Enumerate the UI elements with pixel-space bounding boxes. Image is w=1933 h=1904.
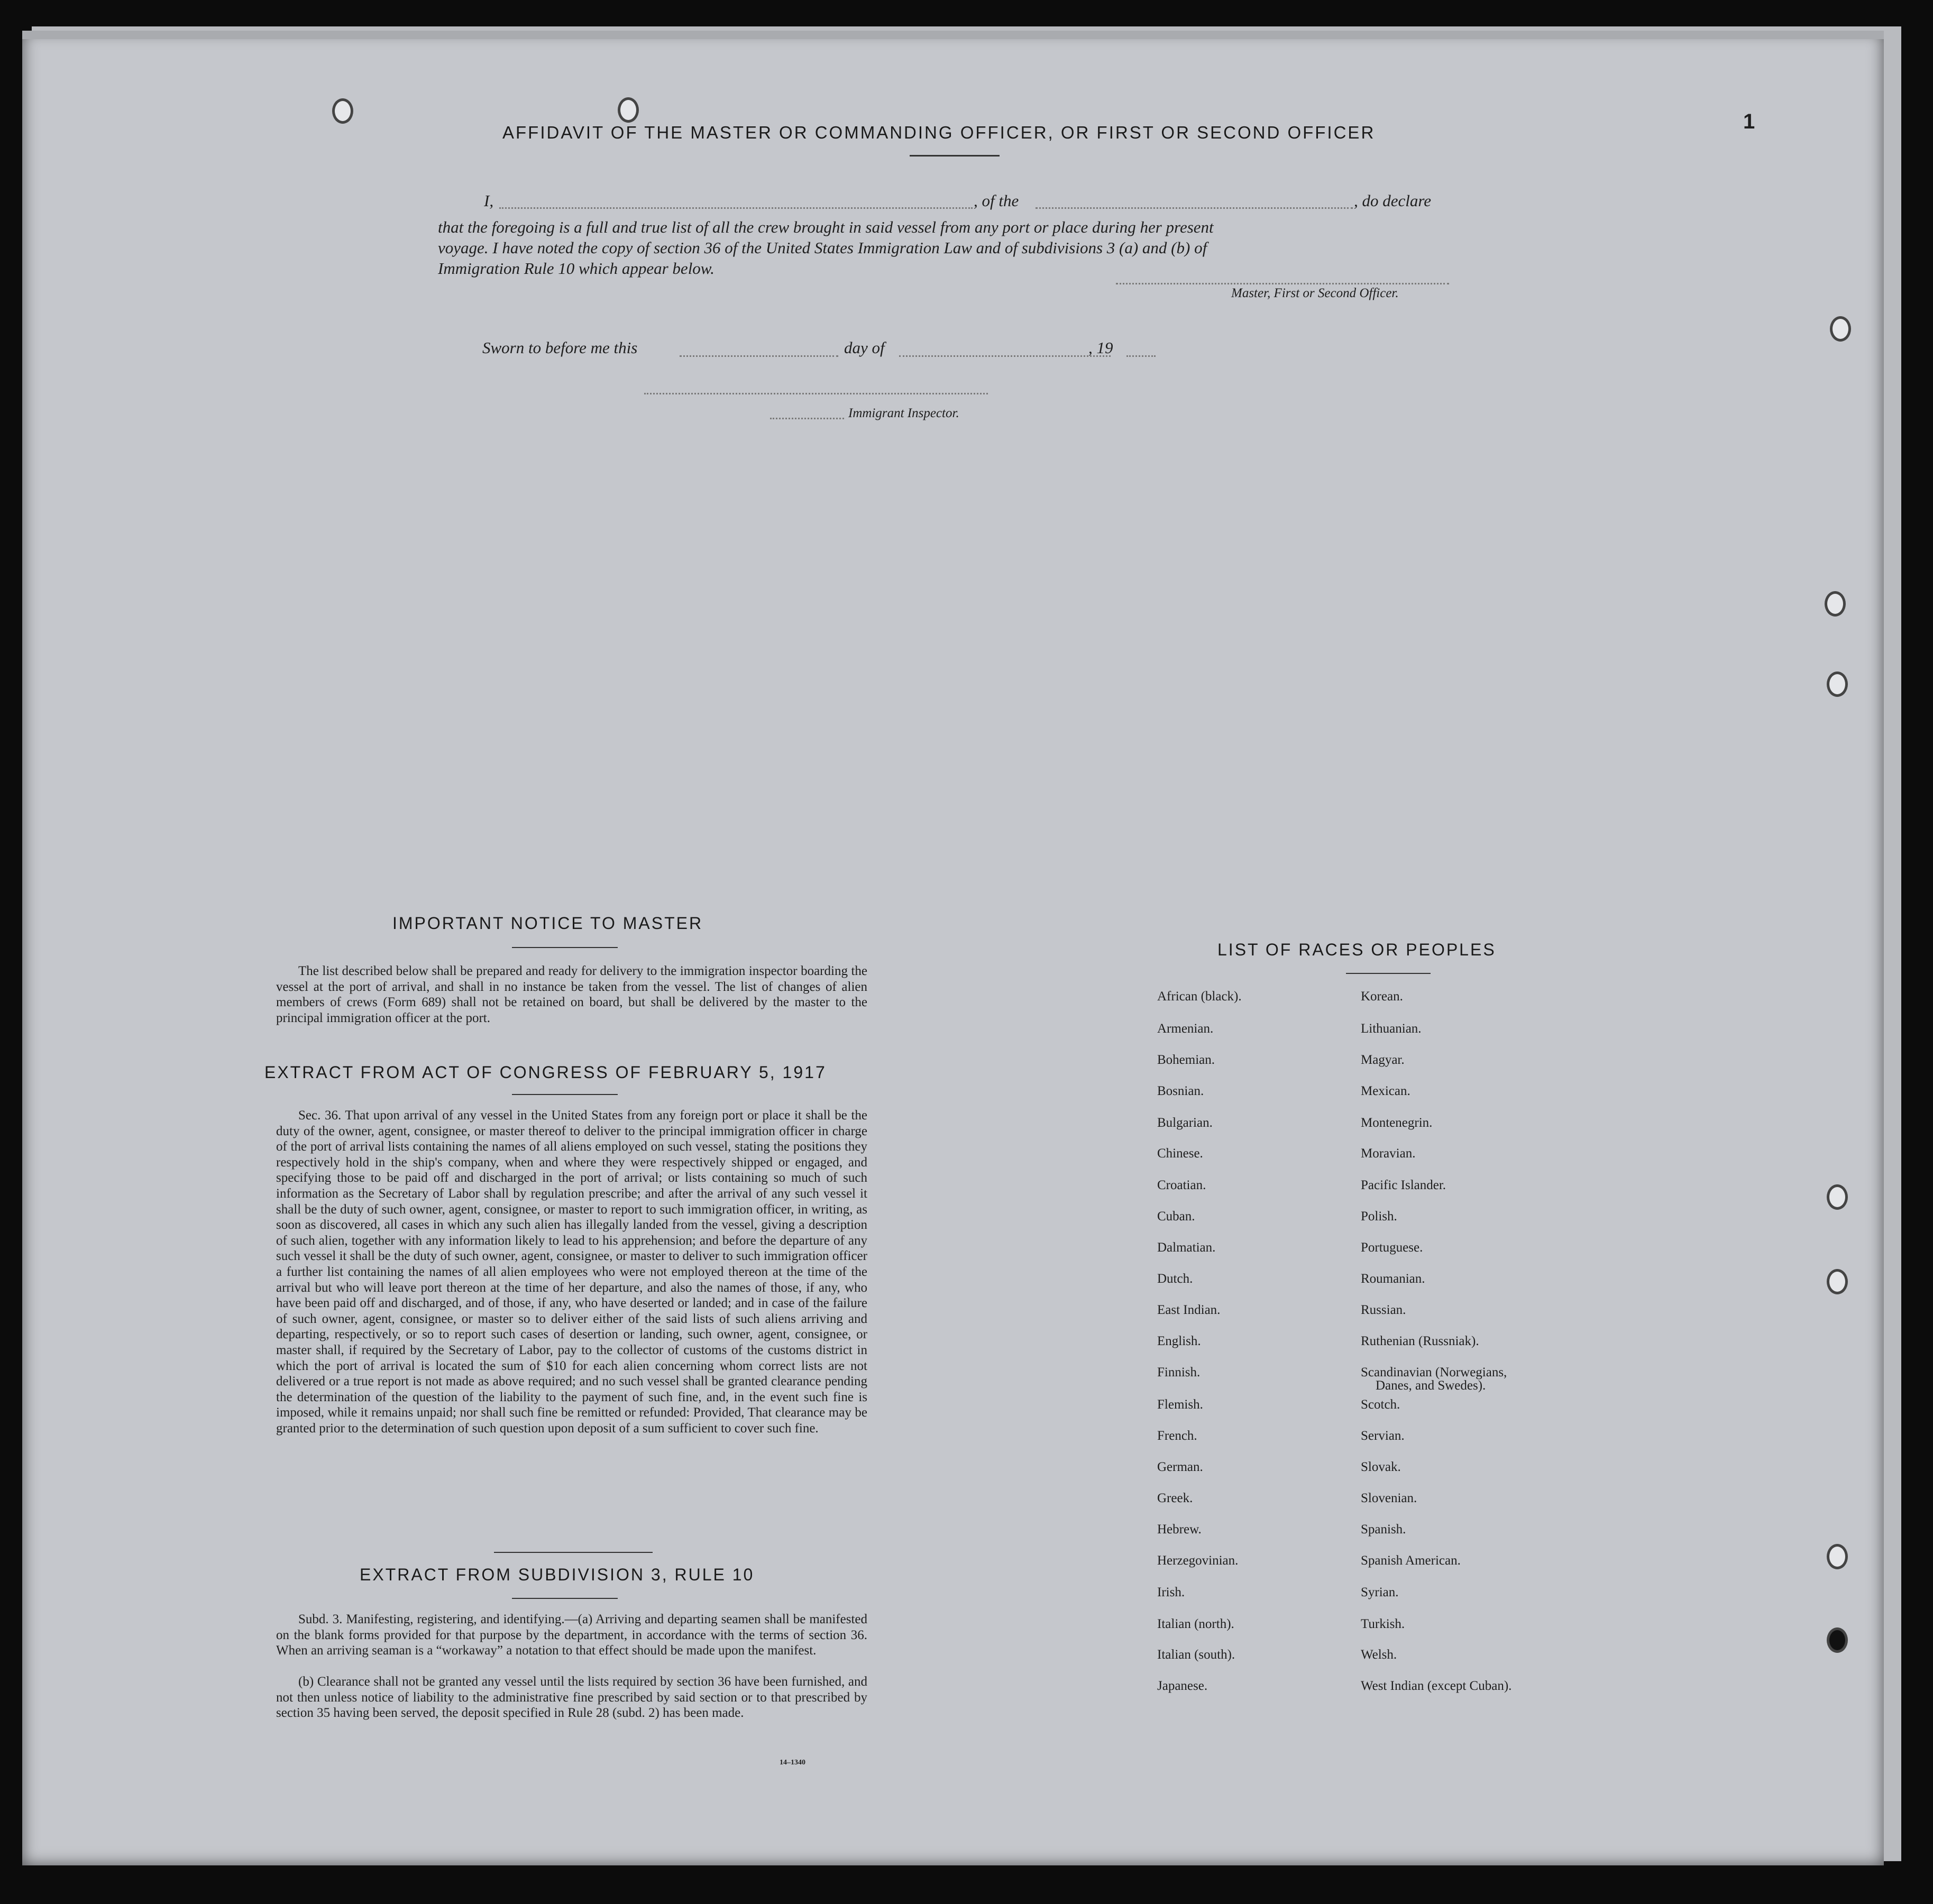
- race-right: Turkish.: [1361, 1617, 1405, 1631]
- notice-text: The list described below shall be prepared and ready for delivery to the immigration inspector boarding the vessel at the port of arrival, and shall in no instance be taken from the vessel. The list of changes of alien members of crews (Form 689) shall not be retained on board, but shall be delivered by the master to the principal immigration officer at the port.: [276, 964, 867, 1025]
- affidavit-line1-of-the: , of the: [974, 191, 1019, 210]
- inspector-caption: Immigrant Inspector.: [848, 406, 959, 420]
- race-right: Magyar.: [1361, 1053, 1405, 1067]
- race-left: Hebrew.: [1157, 1522, 1202, 1537]
- punch-hole-right-5: [1827, 1269, 1848, 1294]
- race-left: German.: [1157, 1460, 1203, 1474]
- race-right: Syrian.: [1361, 1585, 1399, 1599]
- sworn-text: Sworn to before me this: [482, 338, 638, 357]
- race-right: Montenegrin.: [1361, 1116, 1433, 1130]
- punch-hole-top-center: [618, 97, 639, 123]
- name-field[interactable]: [499, 207, 973, 209]
- race-left: Chinese.: [1157, 1146, 1203, 1161]
- extract-act-rule: [512, 1094, 618, 1095]
- document-page: [22, 31, 1884, 1865]
- race-right: Polish.: [1361, 1209, 1397, 1224]
- races-rule: [1346, 973, 1431, 974]
- race-right: Portuguese.: [1361, 1240, 1423, 1255]
- master-signature-field[interactable]: [1116, 283, 1449, 284]
- extract-rule-title: EXTRACT FROM SUBDIVISION 3, RULE 10: [360, 1565, 755, 1584]
- affidavit-line2: that the foregoing is a full and true list of all the crew brought in said vessel from any port or place during her present: [438, 218, 1214, 236]
- race-right: Spanish American.: [1361, 1553, 1461, 1568]
- affidavit-line3: voyage. I have noted the copy of section 36 of the United States Immigration Law and of subdivisions 3 (a) and (b) of: [438, 238, 1207, 257]
- race-left: French.: [1157, 1429, 1197, 1443]
- notice-title: IMPORTANT NOTICE TO MASTER: [392, 914, 703, 933]
- punch-hole-right-3: [1827, 672, 1848, 697]
- extract-rule-para-b: (b) Clearance shall not be granted any vessel until the lists required by section 36 have been furnished, and not then unless notice of liability to the administrative fine prescribed by said section or to that prescribed by section 35 having been served, the deposit specified in Rule 28 (subd. 2) has been made.: [276, 1675, 867, 1721]
- race-right: Scotch.: [1361, 1397, 1400, 1412]
- affidavit-title: AFFIDAVIT OF THE MASTER OR COMMANDING OFFICER, OR FIRST OR SECOND OFFICER: [502, 123, 1376, 142]
- race-left: Dalmatian.: [1157, 1240, 1216, 1255]
- extract-rule-rule: [512, 1598, 618, 1599]
- race-right: West Indian (except Cuban).: [1361, 1679, 1512, 1693]
- race-left: Dutch.: [1157, 1272, 1193, 1286]
- race-left: Greek.: [1157, 1491, 1193, 1505]
- race-right: Russian.: [1361, 1303, 1406, 1317]
- race-right: Spanish.: [1361, 1522, 1406, 1537]
- sworn-day-field[interactable]: [680, 355, 838, 357]
- races-title: LIST OF RACES OR PEOPLES: [1217, 940, 1496, 959]
- inspector-signature-field-2[interactable]: [770, 418, 844, 419]
- race-right: Moravian.: [1361, 1146, 1416, 1161]
- punch-hole-right-6: [1827, 1544, 1848, 1569]
- race-left: Croatian.: [1157, 1178, 1206, 1192]
- race-right: Lithuanian.: [1361, 1022, 1422, 1036]
- race-left: Bohemian.: [1157, 1053, 1215, 1067]
- race-left: Finnish.: [1157, 1365, 1201, 1379]
- race-left: African (black).: [1157, 989, 1242, 1004]
- master-signature-caption: Master, First or Second Officer.: [1231, 286, 1399, 300]
- race-left: Italian (south).: [1157, 1648, 1235, 1662]
- race-right: Scandinavian (Norwegians,: [1361, 1365, 1507, 1379]
- extract-act-title: EXTRACT FROM ACT OF CONGRESS OF FEBRUARY 5, 1917: [264, 1063, 827, 1082]
- race-left: Irish.: [1157, 1585, 1185, 1599]
- race-left: Herzegovinian.: [1157, 1553, 1239, 1568]
- race-right: Welsh.: [1361, 1648, 1397, 1662]
- punch-hole-top-left: [332, 98, 353, 124]
- race-right: Servian.: [1361, 1429, 1405, 1443]
- punch-hole-right-4: [1827, 1184, 1848, 1210]
- race-left: Bulgarian.: [1157, 1116, 1213, 1130]
- race-right: Ruthenian (Russniak).: [1361, 1334, 1479, 1348]
- race-left: Bosnian.: [1157, 1084, 1204, 1098]
- extract-rule-para-a: Subd. 3. Manifesting, registering, and identifying.—(a) Arriving and departing seamen shall be manifested on the blank forms provided for that purpose by the department, in accordance with the terms of section 36. When an arriving seaman is a “workaway” a notation to that effect should be made upon the manifest.: [276, 1612, 867, 1658]
- punch-hole-right-1: [1830, 316, 1851, 342]
- sworn-month-field[interactable]: [899, 355, 1111, 357]
- extract-act-end-rule: [494, 1552, 653, 1553]
- vessel-field[interactable]: [1036, 207, 1353, 209]
- punch-hole-right-2: [1825, 591, 1846, 617]
- race-left: Armenian.: [1157, 1022, 1214, 1036]
- race-left: East Indian.: [1157, 1303, 1221, 1317]
- sworn-year-field[interactable]: [1126, 355, 1156, 357]
- race-right: Slovak.: [1361, 1460, 1401, 1474]
- page-edge: [22, 31, 1884, 39]
- affidavit-line1-declare: , do declare: [1354, 191, 1432, 210]
- extract-act-text: Sec. 36. That upon arrival of any vessel in the United States from any foreign port or place it shall be the duty of the owner, agent, consignee, or master thereof to deliver to the principal immigration officer in charge of the port of arrival lists containing the names of all aliens employed on such vessel, stating the positions they respectively hold in the ship's company, when and where they were respectively shipped or engaged, and specifying those to be paid off and discharged in the port of arrival; or lists containing so much of such information as the Secretary of Labor shall by regulation prescribe; and after the arrival of any such vessel it shall be the duty of such owner, agent, consignee, or master to report to such immigration officer, in writing, as soon as discovered, all cases in which any such alien has illegally landed from the vessel, giving a description of such alien, together with any information likely to lead to his apprehension; and before the departure of any such vessel it shall be the duty of such owner, agent, consignee, or master to deliver to such immigration officer a further list containing the names of all alien employees who were not employed thereon at the time of the arrival but who will leave port thereon at the time of her departure, and also the names of those, if any, who have been paid off and discharged, and of those, if any, who have deserted or landed; and in case of the failure of such owner, agent, consignee, or master so to deliver either of the said lists of such aliens arriving and departing, respectively, or so to report such cases of desertion or landing, such owner, agent, consignee, or master shall, if required by the Secretary of Labor, pay to the collector of customs of the customs district in which the port of arrival is located the sum of $10 for each alien concerning whom correct lists are not delivered or a true report is not made as above required; and no such vessel shall be granted clearance pending the determination of the question of the liability to the payment of such fine, and, in the event such fine is imposed, while it remains unpaid; nor shall such fine be remitted or refunded: Provided, That clearance may be granted prior to the determination of such question upon deposit of a sum sufficient to cover such fine.: [276, 1108, 867, 1436]
- race-left: Cuban.: [1157, 1209, 1195, 1224]
- race-right: Korean.: [1361, 989, 1403, 1004]
- punch-hole-right-7: [1827, 1627, 1848, 1653]
- affidavit-line1-i: I,: [484, 191, 494, 210]
- race-right: Slovenian.: [1361, 1491, 1417, 1505]
- race-right: Pacific Islander.: [1361, 1178, 1446, 1192]
- inspector-signature-field[interactable]: [644, 393, 988, 394]
- race-right-continuation: Danes, and Swedes).: [1376, 1378, 1486, 1393]
- affidavit-line4: Immigration Rule 10 which appear below.: [438, 259, 714, 278]
- page-number: 1: [1743, 110, 1755, 133]
- form-number: 14–1340: [780, 1759, 805, 1767]
- race-left: Japanese.: [1157, 1679, 1208, 1693]
- notice-rule: [512, 947, 618, 948]
- day-of-text: day of: [844, 338, 885, 357]
- race-right: Mexican.: [1361, 1084, 1410, 1098]
- race-right: Roumanian.: [1361, 1272, 1425, 1286]
- affidavit-title-rule: [910, 155, 1000, 157]
- year-text: , 19: [1088, 338, 1113, 357]
- race-left: English.: [1157, 1334, 1201, 1348]
- race-left: Italian (north).: [1157, 1617, 1234, 1631]
- race-left: Flemish.: [1157, 1397, 1203, 1412]
